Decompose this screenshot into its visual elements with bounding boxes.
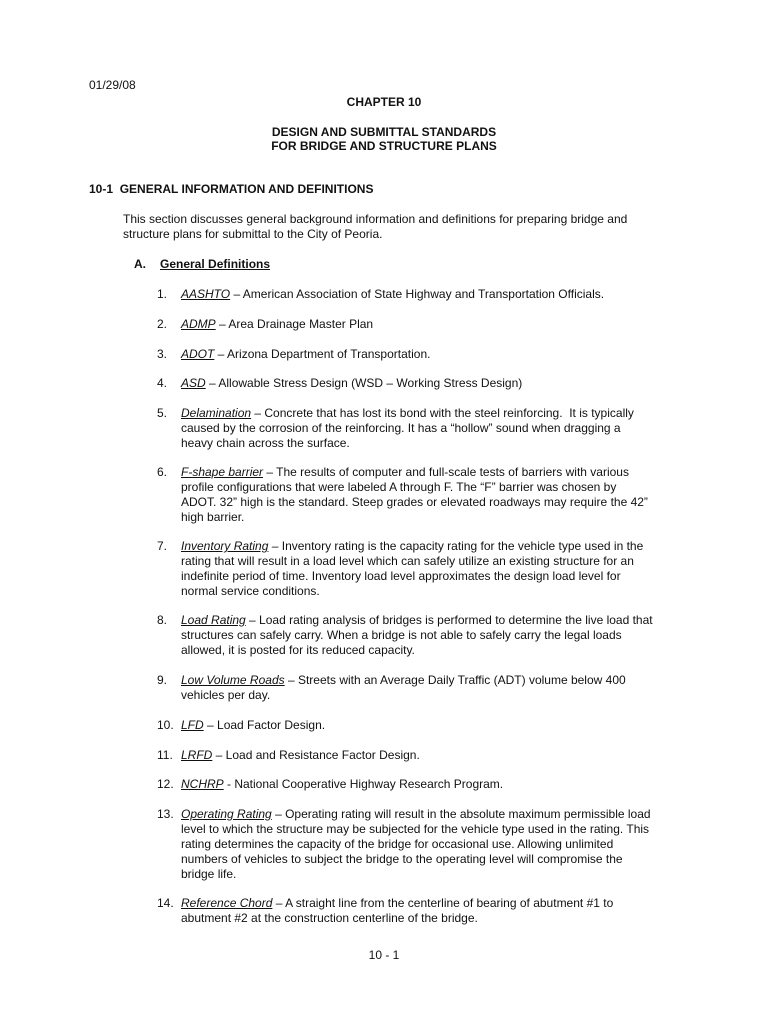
definition-description: – A straight line from the centerline of bearing of abutment #1 to xyxy=(272,896,614,910)
definition-number: 2. xyxy=(157,317,168,331)
definition-term: LRFD xyxy=(181,748,213,762)
definition-line: level to which the structure may be subjected for the vehicle type used in the rating. This xyxy=(181,822,650,836)
definition-description: – Inventory rating is the capacity rating for the vehicle type used in the xyxy=(268,539,644,553)
definition-line: structures can safely carry. When a bridge is not able to safely carry the legal loads xyxy=(181,628,622,642)
definition-description: - National Cooperative Highway Research Program. xyxy=(223,777,504,791)
definition-line: allowed, it is posted for its reduced capacity. xyxy=(181,643,415,657)
definition-line xyxy=(181,718,697,733)
definition-description: – The results of computer and full-scale tests of barriers with various xyxy=(263,465,629,479)
definition-number: 14. xyxy=(157,896,174,910)
title-line-1: DESIGN AND SUBMITTAL STANDARDS xyxy=(271,125,497,139)
definition-line: abutment #2 at the construction centerline of the bridge. xyxy=(181,911,478,925)
title-line-2: FOR BRIDGE AND STRUCTURE PLANS xyxy=(271,139,497,153)
definition-term: Inventory Rating xyxy=(181,539,269,553)
definition-description: – Load Factor Design. xyxy=(203,718,326,732)
definition-text xyxy=(181,613,697,658)
definition-number: 1. xyxy=(157,287,168,301)
definition-term: Delamination xyxy=(181,406,252,420)
definition-line xyxy=(181,376,697,391)
definition-line: vehicles per day. xyxy=(181,688,271,702)
definition-line xyxy=(181,347,697,362)
definition-line: ADOT. 32” high is the standard. Steep grades or elevated roadways may require the 42” xyxy=(181,495,648,509)
definition-line xyxy=(181,896,697,911)
definition-term: Reference Chord xyxy=(181,896,273,910)
section-heading xyxy=(89,182,373,197)
definition-term: ADOT xyxy=(181,347,215,361)
intro-line-1: This section discusses general background information and definitions for preparing bridge and xyxy=(123,212,628,226)
definition-number: 5. xyxy=(157,406,168,420)
definition-line xyxy=(181,287,697,302)
definition-description: – Arizona Department of Transportation. xyxy=(214,347,431,361)
definition-text xyxy=(181,896,697,926)
definition-line: normal service conditions. xyxy=(181,584,320,598)
definition-text xyxy=(181,406,697,451)
definition-line xyxy=(181,673,697,688)
definition-term: NCHRP xyxy=(181,777,224,791)
definition-line: numbers of vehicles to subject the bridge to the operating level will compromise the xyxy=(181,852,623,866)
definition-text xyxy=(181,718,697,733)
definition-description: – American Association of State Highway and Transportation Officials. xyxy=(230,287,605,301)
definition-line xyxy=(181,777,697,792)
definition-line: rating that will result in a load level which can safely utilize an existing structure for an xyxy=(181,554,634,568)
definition-term: AASHTO xyxy=(181,287,231,301)
definition-number: 7. xyxy=(157,539,168,553)
subsection-title: General Definitions xyxy=(160,257,271,271)
definition-text xyxy=(181,748,697,763)
definition-text xyxy=(181,376,697,391)
definition-number: 4. xyxy=(157,376,168,390)
definition-description: – Streets with an Average Daily Traffic (ADT) volume below 400 xyxy=(284,673,626,687)
definition-text xyxy=(181,807,697,882)
section-number: 10-1 xyxy=(89,182,114,196)
definition-line xyxy=(181,406,697,421)
definition-line xyxy=(181,317,697,332)
definition-line: indefinite period of time. Inventory load level approximates the design load level for xyxy=(181,569,621,583)
definition-term: LFD xyxy=(181,718,204,732)
definition-number: 12. xyxy=(157,777,174,791)
definition-text xyxy=(181,317,697,332)
definition-line xyxy=(181,539,697,554)
definition-term: Operating Rating xyxy=(181,807,272,821)
definition-line: profile configurations that were labeled A through F. The “F” barrier was chosen by xyxy=(181,480,617,494)
definition-description: – Area Drainage Master Plan xyxy=(215,317,374,331)
definition-line: heavy chain across the surface. xyxy=(181,436,350,450)
definition-line: rating determines the capacity of the bridge for occasional use. Allowing unlimited xyxy=(181,837,614,851)
definition-line xyxy=(181,807,697,822)
definition-description: – Load and Resistance Factor Design. xyxy=(212,748,420,762)
definition-text xyxy=(181,539,697,599)
definition-number: 8. xyxy=(157,613,168,627)
subsection-letter: A. xyxy=(134,257,146,271)
definition-number: 6. xyxy=(157,465,168,479)
definition-text xyxy=(181,287,697,302)
definition-term: Load Rating xyxy=(181,613,246,627)
definition-description: – Load rating analysis of bridges is performed to determine the live load that xyxy=(245,613,653,627)
intro-line-2: structure plans for submittal to the City of Peoria. xyxy=(123,227,383,241)
definition-line: bridge life. xyxy=(181,867,237,881)
definition-term: Low Volume Roads xyxy=(181,673,285,687)
subsection-heading xyxy=(134,257,270,272)
definition-line xyxy=(181,465,697,480)
definition-line xyxy=(181,613,697,628)
document-date: 01/29/08 xyxy=(89,78,136,92)
definition-description: – Concrete that has lost its bond with the steel reinforcing. It is typically xyxy=(251,406,634,420)
definition-line xyxy=(181,748,697,763)
definition-line: caused by the corrosion of the reinforcing. It has a “hollow” sound when dragging a xyxy=(181,421,621,435)
page-number: 10 - 1 xyxy=(368,948,400,962)
definition-term: F-shape barrier xyxy=(181,465,264,479)
definition-term: ASD xyxy=(181,376,206,390)
definition-line: high barrier. xyxy=(181,510,245,524)
definition-number: 9. xyxy=(157,673,168,687)
definition-text xyxy=(181,673,697,703)
definition-description: – Allowable Stress Design (WSD – Working Stress Design) xyxy=(205,376,523,390)
definition-text xyxy=(181,465,697,525)
definition-number: 11. xyxy=(157,748,173,762)
definition-text xyxy=(181,777,697,792)
definition-text xyxy=(181,347,697,362)
section-title: GENERAL INFORMATION AND DEFINITIONS xyxy=(119,182,374,196)
definition-term: ADMP xyxy=(181,317,216,331)
definition-number: 3. xyxy=(157,347,168,361)
chapter-heading: CHAPTER 10 xyxy=(346,95,422,109)
definition-description: – Operating rating will result in the absolute maximum permissible load xyxy=(271,807,651,821)
definition-number: 13. xyxy=(157,807,174,821)
definition-number: 10. xyxy=(157,718,174,732)
